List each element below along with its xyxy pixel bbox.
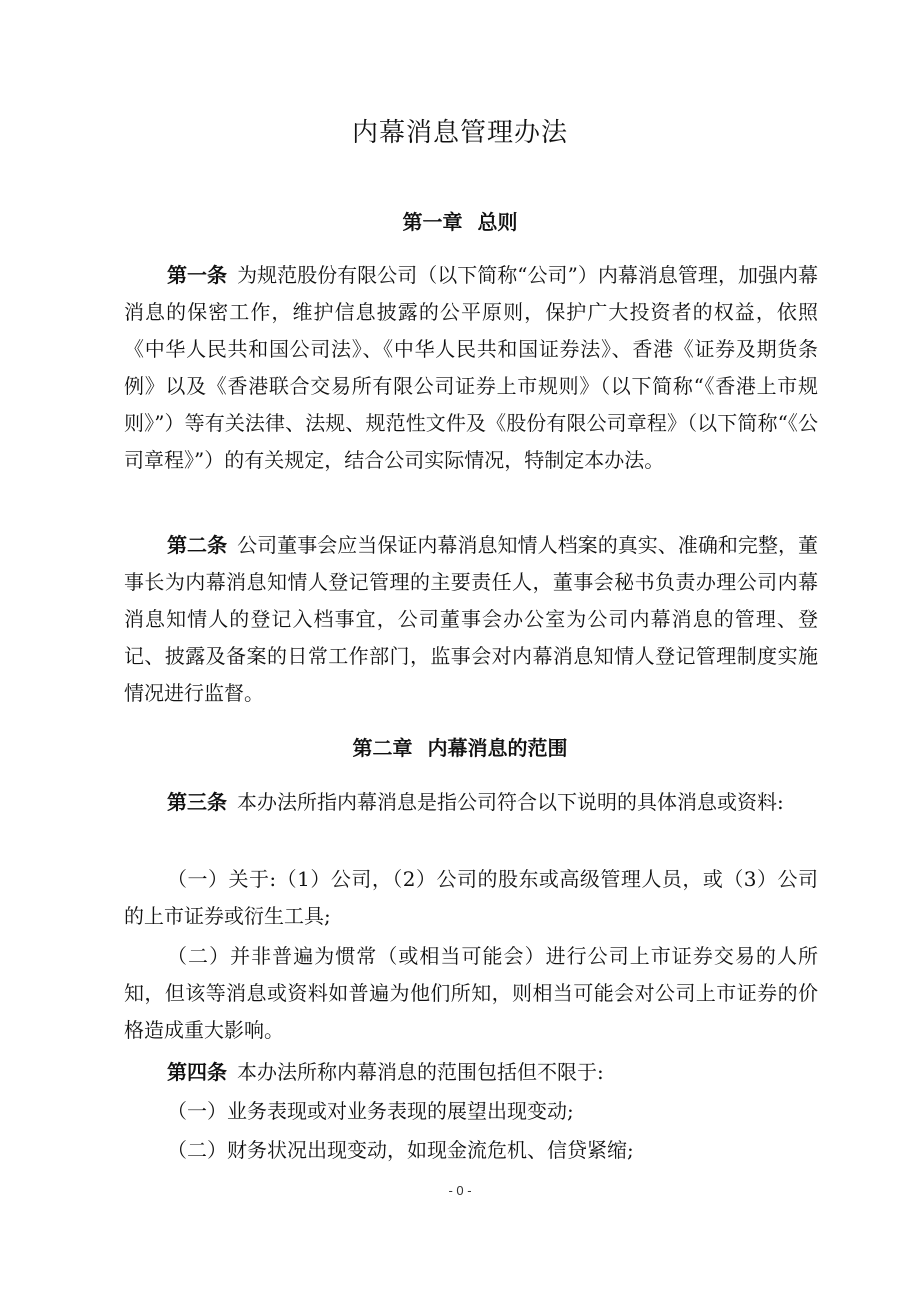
article-3: [124, 784, 818, 821]
article-3-item-2: （二）并非普遍为惯常（或相当可能会）进行公司上市证券交易的人所知，但该等消息或资料如普遍为他们所知，则相当可能会对公司上市证券的价格造成重大影响。: [124, 944, 818, 1042]
article-3-item-1: （一）关于:（1）公司，（2）公司的股东或高级管理人员，或（3）公司的上市证券或衍生工具;: [124, 867, 818, 928]
chapter-1-number: 第一章: [402, 210, 463, 234]
article-4-text: 本办法所称内幕消息的范围包括但不限于:: [237, 1060, 604, 1084]
article-3-text: 本办法所指内幕消息是指公司符合以下说明的具体消息或资料:: [237, 790, 784, 814]
article-2-label: 第二条: [167, 533, 228, 557]
article-4-item-2: （二）财务状况出现变动，如现金流危机、信贷紧缩;: [167, 1138, 634, 1162]
article-1: [124, 257, 818, 479]
chapter-2-number: 第二章: [352, 736, 413, 760]
article-1-label: 第一条: [167, 263, 228, 287]
article-4-label: 第四条: [167, 1060, 227, 1084]
article-2: [124, 527, 818, 712]
article-2-text: 公司董事会应当保证内幕消息知情人档案的真实、准确和完整，董事长为内幕消息知情人登记管理的主要责任人，董事会秘书负责办理公司内幕消息知情人的登记入档事宜，公司董事会办公室为公司内幕消息的管理、登记、披露及备案的日常工作部门，监事会对内幕消息知情人登记管理制度实施情况进行监督。: [124, 533, 819, 705]
article-3-label: 第三条: [167, 790, 227, 814]
chapter-1-name: 总则: [477, 210, 518, 234]
article-4-item-1: （一）业务表现或对业务表现的展望出现变动;: [167, 1099, 574, 1123]
document-title: 内幕消息管理办法: [351, 118, 568, 148]
chapter-2-heading: [0, 733, 920, 763]
article-4: [124, 1054, 818, 1091]
page-number: - 0 -: [448, 1183, 472, 1198]
chapter-1-heading: [0, 207, 920, 237]
article-1-text: 为规范股份有限公司（以下简称“公司”）内幕消息管理，加强内幕消息的保密工作，维护信息披露的公平原则，保护广大投资者的权益，依照《中华人民共和国公司法》、《中华人民共和国证券法》、香港《证券及期货条例》以及《香港联合交易所有限公司证券上市规则》（以下简称“《香港上市规则》”）等有关法律、法规、规范性文件及《股份有限公司章程》（以下简称“《公司章程》”）的有关规定，结合公司实际情况，特制定本办法。: [124, 263, 819, 472]
chapter-2-name: 内幕消息的范围: [427, 736, 568, 760]
